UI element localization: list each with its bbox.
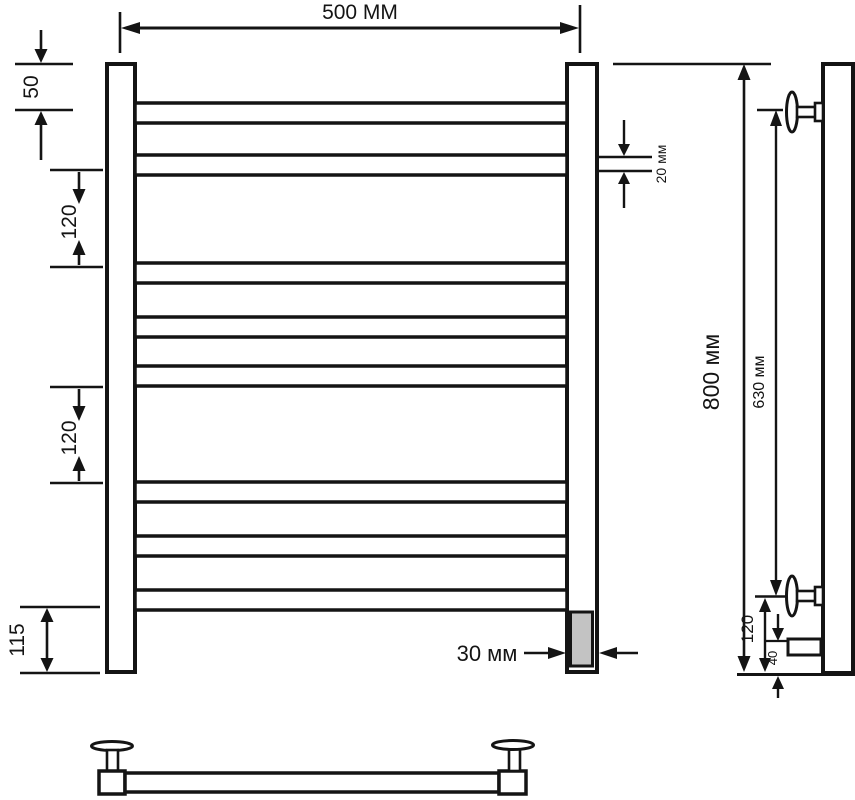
bracket-stem [107,750,118,771]
dimension-mounts-630 [751,110,788,597]
dimension-top-offset-50 [15,30,73,160]
tube-bar [135,590,567,610]
arrow-up-icon [73,456,86,471]
dimension-tube-diameter-20 [598,120,669,208]
element-offset-label: 40 [765,650,780,666]
left-post-section [99,771,125,794]
post-width-label: 30 мм [456,641,518,666]
bottom-view [92,741,534,795]
top-offset-label: 50 [20,75,43,99]
arrow-down-icon [73,189,86,204]
side-post [823,64,853,673]
arrow-up-icon [738,64,751,80]
element-box-side [788,639,821,655]
arrow-down-icon [73,406,86,421]
width-dimension-label: 500 MM [322,1,398,24]
tube-bar [135,155,567,175]
right-post-section [499,771,526,794]
dimension-post-width-30 [457,641,638,666]
bracket-stem [509,749,520,771]
mount-bottom-offset-label: 120 [738,614,757,644]
heating-element [571,612,593,666]
tube-bar [135,103,567,123]
bracket-flange [493,741,534,750]
bracket-collar [815,587,823,605]
left-post [107,64,135,672]
arrow-up-icon [759,598,771,612]
arrow-down-icon [618,144,630,156]
arrow-up-icon [73,240,86,255]
arrow-up-icon [770,110,782,126]
bracket-collar [815,103,823,121]
lower-spacing-label: 120 [58,420,81,456]
tube-bars [135,103,567,610]
dimension-bottom-offset-115 [6,607,100,673]
bottom-offset-label: 115 [6,623,29,657]
lower-wall-bracket [787,576,824,616]
mount-distance-label: 630 мм [751,355,768,409]
tube-bar [135,482,567,502]
arrow-down-icon [35,49,48,63]
arrow-up-icon [41,608,54,622]
arrow-up-icon [35,111,48,125]
arrow-down-icon [738,656,751,672]
dimension-element-40 [764,614,788,698]
tube-diameter-label: 20 мм [653,144,669,184]
dimension-spacing-lower-120 [50,387,103,483]
arrow-down-icon [772,628,784,641]
height-label: 800 мм [698,333,724,411]
arrow-down-icon [770,580,782,596]
dimension-width-500 [120,1,580,53]
right-post [567,64,597,672]
arrow-left-icon [121,22,140,34]
arrow-left-icon [599,647,617,659]
tube-bar [135,536,567,556]
arrow-up-icon [772,676,784,689]
tube-bar [135,263,567,283]
arrow-right-icon [560,22,579,34]
dimension-spacing-upper-120 [50,170,103,267]
arrow-down-icon [41,658,54,672]
arrow-right-icon [548,647,566,659]
tube-bar [135,366,567,386]
tube-section [125,773,499,792]
upper-wall-bracket [787,92,824,132]
arrow-up-icon [618,172,630,184]
tube-bar [135,317,567,337]
upper-spacing-label: 120 [58,204,81,240]
dimension-height-800 [613,64,771,672]
front-view [107,64,597,672]
